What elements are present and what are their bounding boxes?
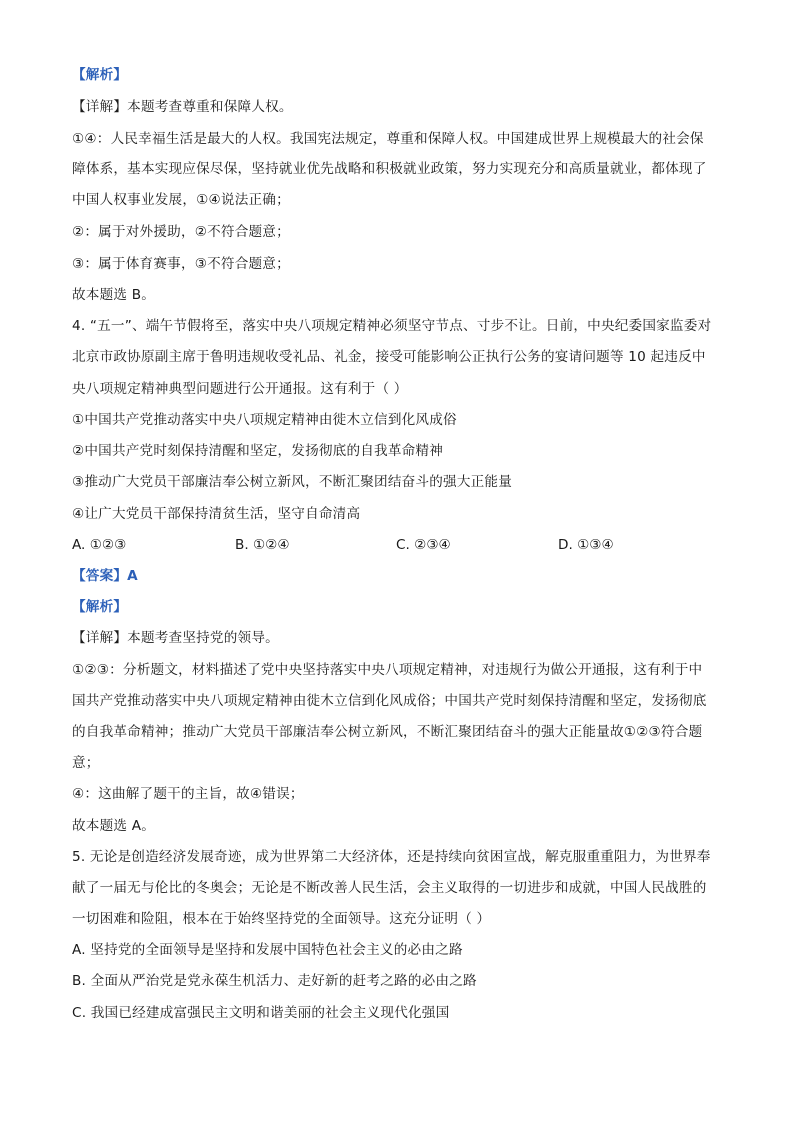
option-d: D. ①③④ — [558, 537, 614, 553]
text-line: 意； — [72, 755, 100, 771]
answer-line: 【答案】A — [72, 568, 138, 584]
question-4-text: 北京市政协原副主席于鲁明违规收受礼品、礼金，接受可能影响公正执行公务的宴请问题等 10 起违反中 — [72, 349, 706, 365]
option-c: C. ②③④ — [396, 537, 451, 553]
statement-1: ①中国共产党推动落实中央八项规定精神由徙木立信到化风成俗 — [72, 412, 457, 428]
question-4-text: 4. “五一”、端午节假将至，落实中央八项规定精神必须坚守节点、寸步不让。日前，中央纪委国家监委对 — [72, 318, 712, 334]
text-line: ②：属于对外援助，②不符合题意； — [72, 224, 290, 240]
statement-4: ④让广大党员干部保持清贫生活，坚守自命清高 — [72, 506, 361, 522]
text-line: 障体系，基本实现应保尽保，坚持就业优先战略和积极就业政策，努力实现充分和高质量就业，都体现了 — [72, 161, 707, 177]
conclusion-line: 故本题选 A。 — [72, 818, 155, 834]
option-b: B. 全面从严治党是党永葆生机活力、走好新的赶考之路的必由之路 — [72, 973, 477, 989]
question-5-text: 一切困难和险阻，根本在于始终坚持党的全面领导。这充分证明（ ） — [72, 911, 491, 927]
analysis-header: 【解析】 — [72, 67, 128, 83]
analysis-header: 【解析】 — [72, 599, 128, 615]
statement-2: ②中国共产党时刻保持清醒和坚定，发扬彻底的自我革命精神 — [72, 443, 444, 459]
text-line: 的自我革命精神；推动广大党员干部廉洁奉公树立新风，不断汇聚团结奋斗的强大正能量故①②③符合题 — [72, 724, 703, 740]
text-line: ③：属于体育赛事，③不符合题意； — [72, 256, 290, 272]
option-b: B. ①②④ — [235, 537, 290, 553]
text-line: ①②③：分析题文，材料描述了党中央坚持落实中央八项规定精神，对违规行为做公开通报，这有利于中 — [72, 662, 703, 678]
question-4-text: 央八项规定精神典型问题进行公开通报。这有利于（ ） — [72, 381, 408, 397]
option-c: C. 我国已经建成富强民主文明和谐美丽的社会主义现代化强国 — [72, 1005, 450, 1021]
statement-3: ③推动广大党员干部廉洁奉公树立新风，不断汇聚团结奋斗的强大正能量 — [72, 474, 512, 490]
text-line: 中国人权事业发展，①④说法正确； — [72, 192, 290, 208]
detail-line: 【详解】本题考查坚持党的领导。 — [72, 630, 279, 646]
option-a: A. ①②③ — [72, 537, 127, 553]
detail-line: 【详解】本题考查尊重和保障人权。 — [72, 99, 293, 115]
text-line: 国共产党推动落实中央八项规定精神由徙木立信到化风成俗；中国共产党时刻保持清醒和坚定，发扬彻底 — [72, 693, 707, 709]
text-line: ④：这曲解了题干的主旨，故④错误； — [72, 786, 304, 802]
question-5-text: 献了一届无与伦比的冬奥会；无论是不断改善人民生活，会主义取得的一切进步和成就，中国人民战胜的 — [72, 880, 707, 896]
conclusion-line: 故本题选 B。 — [72, 287, 156, 303]
text-line: ①④：人民幸福生活是最大的人权。我国宪法规定，尊重和保障人权。中国建成世界上规模最大的社会保 — [72, 131, 704, 147]
question-5-text: 5. 无论是创造经济发展奇迹，成为世界第二大经济体，还是持续向贫困宣战，解克服重重阻力，为世界奉 — [72, 849, 711, 865]
option-a: A. 坚持党的全面领导是坚持和发展中国特色社会主义的必由之路 — [72, 942, 463, 958]
